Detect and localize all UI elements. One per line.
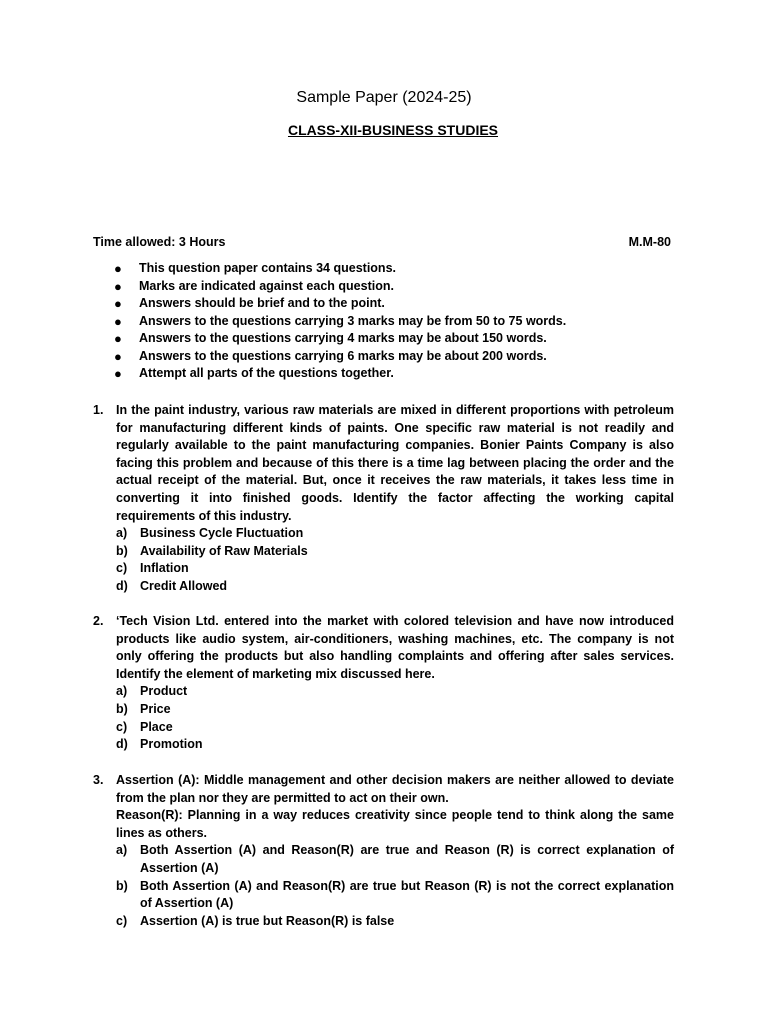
bullet-icon: ● [114,331,122,346]
question-3 [93,772,674,930]
question-number: 3. [93,773,104,787]
options-list [116,842,674,930]
max-marks: M.M-80 [628,235,671,249]
page-title: Sample Paper (2024-25) [296,89,472,106]
question-text: In the paint industry, various raw materials are mixed in different proportions with petroleum for manufacturing different kinds of paints. One specific raw material is not readily and regularly available to the paint manufacturing companies. Bonier Paints Company is also facing this problem and because of this there is a time lag between placing the order and the actual receipt of the material. But, once it receives the raw materials, it takes less time in converting it into finished goods. Identify the factor affecting the working capital requirements of this industry. [116,403,674,523]
option-item: a) Both Assertion (A) and Reason(R) are true and Reason (R) is correct explanation of Assertion (A) [116,843,674,875]
bullet-icon: ● [114,348,122,364]
option-item: d) Promotion [116,737,203,752]
instruction-item: ● Marks are indicated against each question. [114,278,394,294]
option-item: a) Product [116,684,188,699]
options-list [116,525,674,595]
question-2 [93,613,674,754]
instruction-item: ● This question paper contains 34 questions. [114,261,396,276]
reason-text: Reason(R): Planning in a way reduces creativity since people tend to think along the same lines as others. [116,808,674,840]
instructions-list [112,260,692,383]
question-1 [93,402,674,596]
bullet-icon: ● [114,313,122,329]
assertion-text: Assertion (A): Middle management and other decision makers are neither allowed to deviate from the plan nor they are permitted to act on their own. [116,773,674,805]
option-item: d) Credit Allowed [116,578,228,593]
option-item: c) Inflation [116,561,189,576]
bullet-icon: ● [114,366,122,381]
instruction-item: ● Answers to the questions carrying 4 marks may be about 150 words. [114,331,547,346]
bullet-icon: ● [114,296,122,311]
instruction-item: ● Answers to the questions carrying 6 marks may be about 200 words. [114,348,547,364]
question-number: 2. [93,614,104,628]
bullet-icon: ● [114,278,122,294]
option-item: b) Both Assertion (A) and Reason(R) are true but Reason (R) is not the correct explanation of Assertion (A) [116,878,674,911]
option-item: b) Price [116,701,171,716]
option-item: a) Business Cycle Fluctuation [116,526,304,541]
option-item: b) Availability of Raw Materials [116,543,308,558]
instruction-item: ● Answers to the questions carrying 3 marks may be from 50 to 75 words. [114,313,567,329]
question-number: 1. [93,403,104,417]
bullet-icon: ● [114,261,122,276]
options-list [116,683,674,753]
option-item: c) Place [116,719,173,734]
option-item: c) Assertion (A) is true but Reason(R) is false [116,913,395,928]
instruction-item: ● Answers should be brief and to the point. [114,296,385,311]
instruction-item: ● Attempt all parts of the questions together. [114,366,394,381]
time-allowed: Time allowed: 3 Hours [93,235,226,249]
exam-meta-row [93,233,671,251]
page-subtitle: CLASS-XII-BUSINESS STUDIES [287,122,499,138]
question-text: ‘Tech Vision Ltd. entered into the market with colored television and have now introduced products like audio system, air-conditioners, washing machines, etc. The company is not only offering the products but also handling complaints and offering after sales services. Identify the element of marketing mix discussed here. [116,614,674,681]
